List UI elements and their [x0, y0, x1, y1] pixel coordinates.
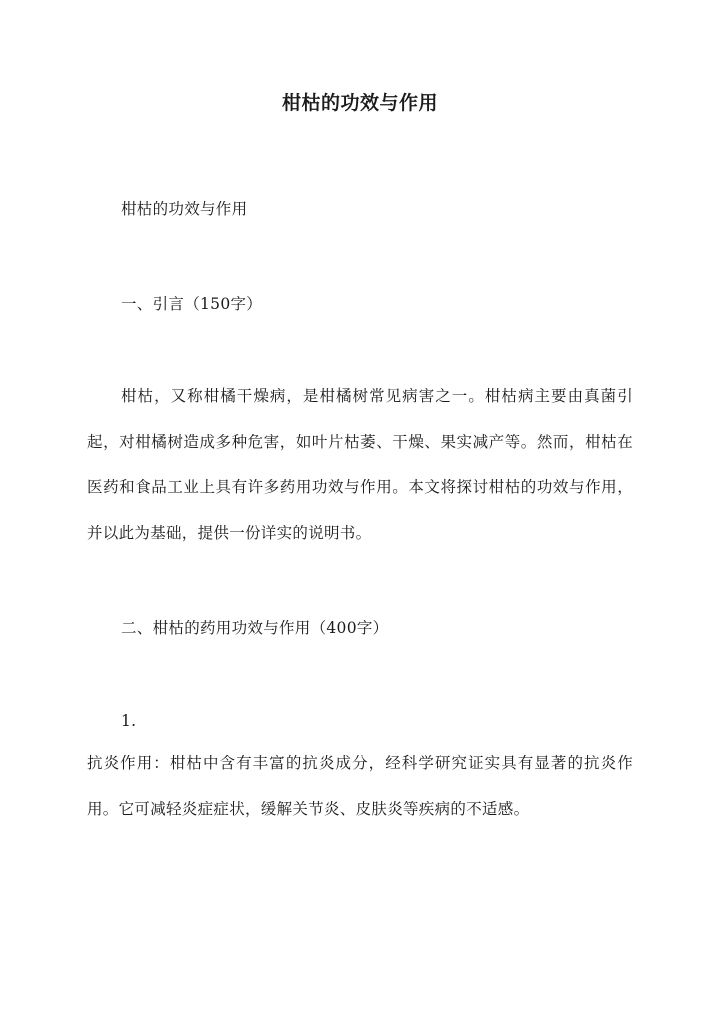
subtitle: 柑枯的功效与作用 [121, 200, 248, 218]
section-heading-medicinal-effects: 二、柑枯的药用功效与作用（400字） [121, 619, 389, 637]
list-item-text: 抗炎作用：柑枯中含有丰富的抗炎成分，经科学研究证实具有显著的抗炎作用。它可减轻炎症症状，缓解关节炎、皮肤炎等疾病的不适感。 [87, 754, 633, 818]
section-heading-introduction: 一、引言（150字） [121, 295, 263, 313]
list-item-number: 1. [121, 712, 137, 730]
document-title: 柑枯的功效与作用 [281, 92, 438, 114]
intro-paragraph: 柑枯，又称柑橘干燥病，是柑橘树常见病害之一。柑枯病主要由真菌引起，对柑橘树造成多种危害，如叶片枯萎、干燥、果实减产等。然而，柑枯在医药和食品工业上具有许多药用功效与作用。本文将探讨柑枯的功效与作用，并以此为基础，提供一份详实的说明书。 [87, 387, 633, 542]
